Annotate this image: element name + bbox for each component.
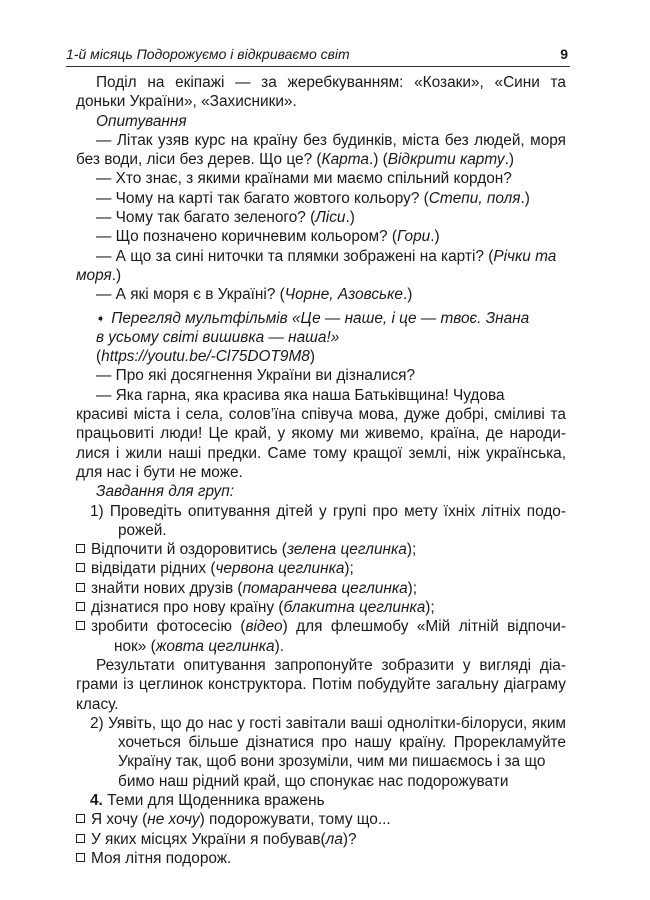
task-line: бимо наш рідний край, що спонукає нас подорожувати [118,772,509,790]
checkbox-item: Відпочити й оздоровитись (зелена цеглинка); [76,540,566,559]
survey-question-line: — Хто знає, з якими країнами ми маємо спільний кордон? [96,170,512,188]
running-header [66,44,570,67]
checkbox-icon [76,814,85,823]
paragraph-line: для нас і бути не може. [76,463,243,481]
paragraph-line: працьовиті люди! Це край, у якому ми живемо, країна, де народи- [76,425,566,443]
task-line: Україну так, щоб вони зрозуміли, чим ми пишаємось і за що [118,753,546,771]
video-title-line: в усьому світі вишивка — наша!» [96,328,340,346]
paragraph-line: класу. [76,695,119,713]
video-link-line: (https://youtu.be/-Cl75DOT9M8) [96,348,316,366]
header-title: 1-й місяць Подорожуємо і відкриваємо світ [66,46,350,62]
paragraph-line: грами із цеглинок конструктора. Потім побудуйте загальну діаграму [76,676,566,694]
survey-question-line: — Чому на карті так багато жовтого кольору? (Степи, поля.) [96,189,530,207]
survey-question-line: — Про які досягнення України ви дізналися? [96,367,416,385]
diary-heading: 4. Теми для Щоденника вражень [90,791,325,809]
task-line: рожей. [118,521,167,539]
checkbox-item: знайти нових друзів (помаранчева цеглинка); [76,579,566,598]
video-link[interactable]: https://youtu.be/-Cl75DOT9M8 [101,348,310,366]
survey-question-line: — Чому так багато зеленого? (Ліси.) [96,209,355,227]
survey-question-line: моря.) [76,266,122,284]
task-line: хочеться більше дізнатися про нашу країну. Прорекламуйте [118,734,566,752]
paragraph-line: доньки України», «Захисники». [76,93,297,111]
task-line: 2) Уявіть, що до нас у гості завітали ваші однолітки-білоруси, яким [90,714,566,732]
checkbox-icon [76,563,85,572]
checkbox-item: зробити фотосесію (відео) для флешмобу «Мій літній відпочи- [76,617,566,636]
checkbox-item: дізнатися про нову країну (блакитна цеглинка); [76,598,566,617]
page-body [76,73,566,868]
checkbox-item: У яких місцях України я побував(ла)? [76,830,566,849]
checkbox-icon [76,544,85,553]
video-title-line: ➧ Перегляд мультфільмів «Це — наше, і це — твоє. Знана [96,309,530,327]
survey-question-line: — А які моря є в Україні? (Чорне, Азовське.) [96,286,413,304]
checkbox-icon [76,834,85,843]
survey-question-line: — А що за сині ниточки та плямки зображені на карті? (Річки та [96,247,557,265]
checkbox-icon [76,602,85,611]
checkbox-item-cont: нок» (жовта цеглинка). [114,637,284,655]
page-number: 9 [560,46,568,62]
checkbox-icon [76,621,85,630]
checkbox-item: Моя літня подорож. [76,849,566,868]
survey-question-line: — Літак узяв курс на країну без будинків, міста без людей, моря [96,131,566,149]
double-arrow-icon: ➧ [96,312,106,325]
paragraph-line: лися і жили наші предки. Саме тому кращої землі, ніж українська, [76,444,566,462]
paragraph-line: Результати опитування запропонуйте зобразити у вигляді діа- [96,656,566,674]
checkbox-item: Я хочу (не хочу) подорожувати, тому що... [76,810,566,829]
checkbox-icon [76,853,85,862]
paragraph-line: Поділ на екіпажі — за жеребкуванням: «Козаки», «Сини та [96,74,566,91]
paragraph-line: красиві міста і села, солов’їна співуча мова, дуже добрі, сміливі та [76,406,566,424]
tasks-heading: Завдання для груп: [96,483,234,501]
task-line: 1) Проведіть опитування дітей у групі про мету їхніх літніх подо- [90,502,566,520]
survey-heading: Опитування [96,112,187,130]
checkbox-icon [76,583,85,592]
survey-question-line: — Що позначено коричневим кольором? (Гори.) [96,228,440,246]
survey-question-line: без води, ліси без дерев. Що це? (Карта.) (Відкрити карту.) [76,151,514,169]
paragraph-line: — Яка гарна, яка красива яка наша Батьківщина! Чудова [96,386,505,404]
checkbox-item: відвідати рідних (червона цеглинка); [76,559,566,578]
